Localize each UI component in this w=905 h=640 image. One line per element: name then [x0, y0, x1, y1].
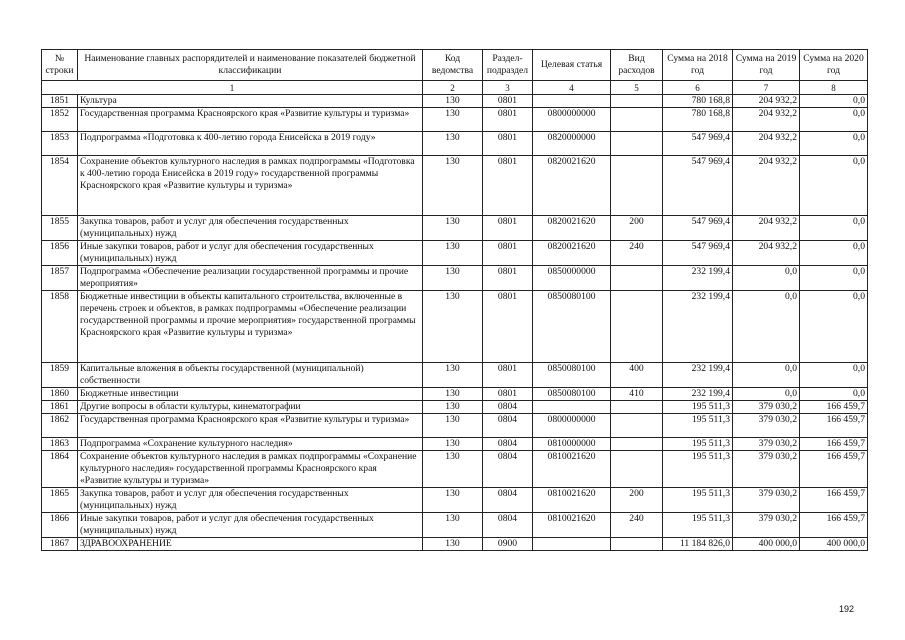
row-section: 0804 — [483, 513, 533, 538]
header-name: Наименование главных распорядителей и наименование показателей бюджетной классификации — [78, 50, 423, 81]
column-index: 1 — [42, 81, 423, 95]
row-target-article: 0850000000 — [533, 266, 611, 291]
row-department-code: 130 — [423, 95, 483, 108]
row-name: Бюджетные инвестиции — [78, 388, 423, 401]
row-sum-2020: 166 459,7 — [800, 488, 868, 513]
row-target-article: 0850080100 — [533, 363, 611, 388]
row-section: 0801 — [483, 388, 533, 401]
row-number: 1857 — [42, 266, 78, 291]
row-number: 1858 — [42, 291, 78, 363]
row-sum-2018: 195 511,3 — [663, 451, 733, 488]
row-target-article: 0810021620 — [533, 488, 611, 513]
row-number: 1851 — [42, 95, 78, 108]
row-sum-2020: 0,0 — [800, 108, 868, 132]
row-sum-2020: 0,0 — [800, 291, 868, 363]
row-department-code: 130 — [423, 108, 483, 132]
row-target-article: 0810021620 — [533, 513, 611, 538]
row-sum-2018: 780 168,8 — [663, 95, 733, 108]
row-name: Сохранение объектов культурного наследия в рамках подпрограммы «Сохранение культурного наследия» государственной программы Красноярского края «Развитие культуры и туризма» — [78, 451, 423, 488]
row-name: Государственная программа Красноярского края «Развитие культуры и туризма» — [78, 108, 423, 132]
row-section: 0900 — [483, 538, 533, 551]
row-department-code: 130 — [423, 156, 483, 216]
row-sum-2019: 379 030,2 — [733, 513, 800, 538]
row-number: 1855 — [42, 216, 78, 241]
column-index: 7 — [733, 81, 800, 95]
row-expense-type: 410 — [611, 388, 663, 401]
row-number: 1854 — [42, 156, 78, 216]
header-row-number: № строки — [42, 50, 78, 81]
row-sum-2020: 0,0 — [800, 266, 868, 291]
table-row — [42, 266, 868, 291]
row-sum-2018: 232 199,4 — [663, 291, 733, 363]
row-name: Подпрограмма «Сохранение культурного наследия» — [78, 438, 423, 451]
row-sum-2018: 547 969,4 — [663, 156, 733, 216]
table-row — [42, 241, 868, 266]
row-target-article: 0850080100 — [533, 388, 611, 401]
row-target-article: 0820000000 — [533, 132, 611, 156]
row-name: Подпрограмма «Подготовка к 400-летию города Енисейска в 2019 году» — [78, 132, 423, 156]
column-index: 4 — [533, 81, 611, 95]
row-section: 0801 — [483, 291, 533, 363]
row-number: 1864 — [42, 451, 78, 488]
row-sum-2018: 195 511,3 — [663, 401, 733, 414]
table-row — [42, 538, 868, 551]
row-name: Бюджетные инвестиции в объекты капитального строительства, включенные в перечень строек и объектов, в рамках подпрограммы «Обеспечение реализации государственной программы и прочие мероприятия» государственной программы Красноярского края «Развитие культуры и туризма» — [78, 291, 423, 363]
row-name: Другие вопросы в области культуры, кинематографии — [78, 401, 423, 414]
row-sum-2019: 400 000,0 — [733, 538, 800, 551]
row-sum-2020: 0,0 — [800, 216, 868, 241]
row-section: 0801 — [483, 156, 533, 216]
row-name: Иные закупки товаров, работ и услуг для обеспечения государственных (муниципальных) нужд — [78, 513, 423, 538]
column-index: 8 — [800, 81, 868, 95]
row-target-article: 0820021620 — [533, 216, 611, 241]
row-name: Закупка товаров, работ и услуг для обеспечения государственных (муниципальных) нужд — [78, 488, 423, 513]
budget-table — [41, 49, 868, 551]
row-number: 1856 — [42, 241, 78, 266]
row-number: 1863 — [42, 438, 78, 451]
row-expense-type: 400 — [611, 363, 663, 388]
row-section: 0804 — [483, 451, 533, 488]
table-row — [42, 438, 868, 451]
row-expense-type: 240 — [611, 241, 663, 266]
column-index: 5 — [611, 81, 663, 95]
row-section: 0804 — [483, 414, 533, 438]
row-number: 1861 — [42, 401, 78, 414]
row-name: Подпрограмма «Обеспечение реализации государственной программы и прочие мероприятия» — [78, 266, 423, 291]
row-sum-2020: 0,0 — [800, 363, 868, 388]
header-sum-2019: Сумма на 2019 год — [733, 50, 800, 81]
row-sum-2018: 195 511,3 — [663, 513, 733, 538]
row-section: 0801 — [483, 132, 533, 156]
row-expense-type: 200 — [611, 488, 663, 513]
page-number: 192 — [838, 604, 854, 614]
row-sum-2019: 379 030,2 — [733, 414, 800, 438]
row-sum-2019: 204 932,2 — [733, 156, 800, 216]
row-sum-2018: 195 511,3 — [663, 488, 733, 513]
column-index: 6 — [663, 81, 733, 95]
row-department-code: 130 — [423, 266, 483, 291]
row-number: 1859 — [42, 363, 78, 388]
header-section: Раздел-подраздел — [483, 50, 533, 81]
row-department-code: 130 — [423, 538, 483, 551]
row-name: Капитальные вложения в объекты государственной (муниципальной) собственности — [78, 363, 423, 388]
row-name: Иные закупки товаров, работ и услуг для обеспечения государственных (муниципальных) нужд — [78, 241, 423, 266]
row-department-code: 130 — [423, 414, 483, 438]
header-target-article: Целевая статья — [533, 50, 611, 81]
table-row — [42, 132, 868, 156]
row-sum-2019: 204 932,2 — [733, 95, 800, 108]
row-number: 1866 — [42, 513, 78, 538]
row-sum-2020: 166 459,7 — [800, 438, 868, 451]
row-sum-2020: 400 000,0 — [800, 538, 868, 551]
table-row — [42, 488, 868, 513]
row-department-code: 130 — [423, 451, 483, 488]
row-expense-type — [611, 414, 663, 438]
row-target-article — [533, 401, 611, 414]
row-section: 0801 — [483, 108, 533, 132]
row-department-code: 130 — [423, 488, 483, 513]
table-row — [42, 363, 868, 388]
row-expense-type — [611, 156, 663, 216]
row-expense-type — [611, 451, 663, 488]
column-index-row — [42, 81, 868, 95]
row-number: 1867 — [42, 538, 78, 551]
row-sum-2019: 204 932,2 — [733, 241, 800, 266]
row-sum-2019: 0,0 — [733, 266, 800, 291]
row-sum-2019: 0,0 — [733, 291, 800, 363]
row-sum-2018: 195 511,3 — [663, 414, 733, 438]
row-sum-2020: 0,0 — [800, 388, 868, 401]
row-sum-2018: 195 511,3 — [663, 438, 733, 451]
table-row — [42, 291, 868, 363]
row-department-code: 130 — [423, 388, 483, 401]
row-sum-2018: 232 199,4 — [663, 266, 733, 291]
row-expense-type: 200 — [611, 216, 663, 241]
header-department-code: Код ведомства — [423, 50, 483, 81]
row-section: 0801 — [483, 241, 533, 266]
row-expense-type — [611, 95, 663, 108]
row-expense-type: 240 — [611, 513, 663, 538]
row-number: 1862 — [42, 414, 78, 438]
row-department-code: 130 — [423, 132, 483, 156]
row-sum-2020: 0,0 — [800, 132, 868, 156]
row-sum-2019: 379 030,2 — [733, 438, 800, 451]
row-target-article: 0810021620 — [533, 451, 611, 488]
row-sum-2019: 204 932,2 — [733, 108, 800, 132]
row-section: 0801 — [483, 363, 533, 388]
row-expense-type — [611, 291, 663, 363]
row-name: Закупка товаров, работ и услуг для обеспечения государственных (муниципальных) нужд — [78, 216, 423, 241]
table-row — [42, 513, 868, 538]
row-target-article — [533, 538, 611, 551]
table-row — [42, 216, 868, 241]
row-sum-2018: 232 199,4 — [663, 388, 733, 401]
table-row — [42, 414, 868, 438]
table-row — [42, 156, 868, 216]
column-index: 3 — [483, 81, 533, 95]
row-section: 0804 — [483, 488, 533, 513]
row-sum-2020: 166 459,7 — [800, 451, 868, 488]
row-expense-type — [611, 438, 663, 451]
row-sum-2018: 547 969,4 — [663, 132, 733, 156]
row-department-code: 130 — [423, 291, 483, 363]
row-section: 0801 — [483, 266, 533, 291]
table-row — [42, 401, 868, 414]
row-target-article: 0800000000 — [533, 414, 611, 438]
table-row — [42, 388, 868, 401]
row-number: 1853 — [42, 132, 78, 156]
table-header-row — [42, 50, 868, 81]
row-target-article: 0820021620 — [533, 241, 611, 266]
row-sum-2019: 204 932,2 — [733, 216, 800, 241]
row-sum-2019: 204 932,2 — [733, 132, 800, 156]
row-department-code: 130 — [423, 401, 483, 414]
row-expense-type — [611, 132, 663, 156]
row-sum-2018: 547 969,4 — [663, 216, 733, 241]
row-section: 0804 — [483, 438, 533, 451]
row-department-code: 130 — [423, 438, 483, 451]
row-sum-2020: 166 459,7 — [800, 401, 868, 414]
row-sum-2019: 0,0 — [733, 388, 800, 401]
row-sum-2020: 0,0 — [800, 156, 868, 216]
row-sum-2019: 379 030,2 — [733, 401, 800, 414]
row-sum-2019: 379 030,2 — [733, 488, 800, 513]
table-row — [42, 108, 868, 132]
table-row — [42, 95, 868, 108]
row-name: ЗДРАВООХРАНЕНИЕ — [78, 538, 423, 551]
row-expense-type — [611, 108, 663, 132]
row-department-code: 130 — [423, 216, 483, 241]
header-sum-2020: Сумма на 2020 год — [800, 50, 868, 81]
row-expense-type — [611, 266, 663, 291]
row-target-article: 0810000000 — [533, 438, 611, 451]
row-target-article: 0820021620 — [533, 156, 611, 216]
header-sum-2018: Сумма на 2018 год — [663, 50, 733, 81]
row-sum-2020: 166 459,7 — [800, 414, 868, 438]
table-row — [42, 451, 868, 488]
row-department-code: 130 — [423, 513, 483, 538]
row-expense-type — [611, 401, 663, 414]
row-name: Сохранение объектов культурного наследия в рамках подпрограммы «Подготовка к 400-летию города Енисейска в 2019 году» государственной программы Красноярского края «Развитие культуры и туризма» — [78, 156, 423, 216]
row-number: 1852 — [42, 108, 78, 132]
row-number: 1860 — [42, 388, 78, 401]
row-department-code: 130 — [423, 241, 483, 266]
row-section: 0801 — [483, 216, 533, 241]
row-number: 1865 — [42, 488, 78, 513]
row-sum-2018: 11 184 826,0 — [663, 538, 733, 551]
row-sum-2019: 0,0 — [733, 363, 800, 388]
header-expense-type: Вид расходов — [611, 50, 663, 81]
row-sum-2018: 232 199,4 — [663, 363, 733, 388]
row-sum-2018: 780 168,8 — [663, 108, 733, 132]
row-sum-2018: 547 969,4 — [663, 241, 733, 266]
row-section: 0804 — [483, 401, 533, 414]
row-name: Культура — [78, 95, 423, 108]
column-index: 2 — [423, 81, 483, 95]
row-sum-2020: 0,0 — [800, 95, 868, 108]
row-sum-2019: 379 030,2 — [733, 451, 800, 488]
row-name: Государственная программа Красноярского края «Развитие культуры и туризма» — [78, 414, 423, 438]
row-target-article: 0850080100 — [533, 291, 611, 363]
row-sum-2020: 166 459,7 — [800, 513, 868, 538]
row-section: 0801 — [483, 95, 533, 108]
row-target-article: 0800000000 — [533, 108, 611, 132]
row-department-code: 130 — [423, 363, 483, 388]
row-sum-2020: 0,0 — [800, 241, 868, 266]
row-target-article — [533, 95, 611, 108]
row-expense-type — [611, 538, 663, 551]
